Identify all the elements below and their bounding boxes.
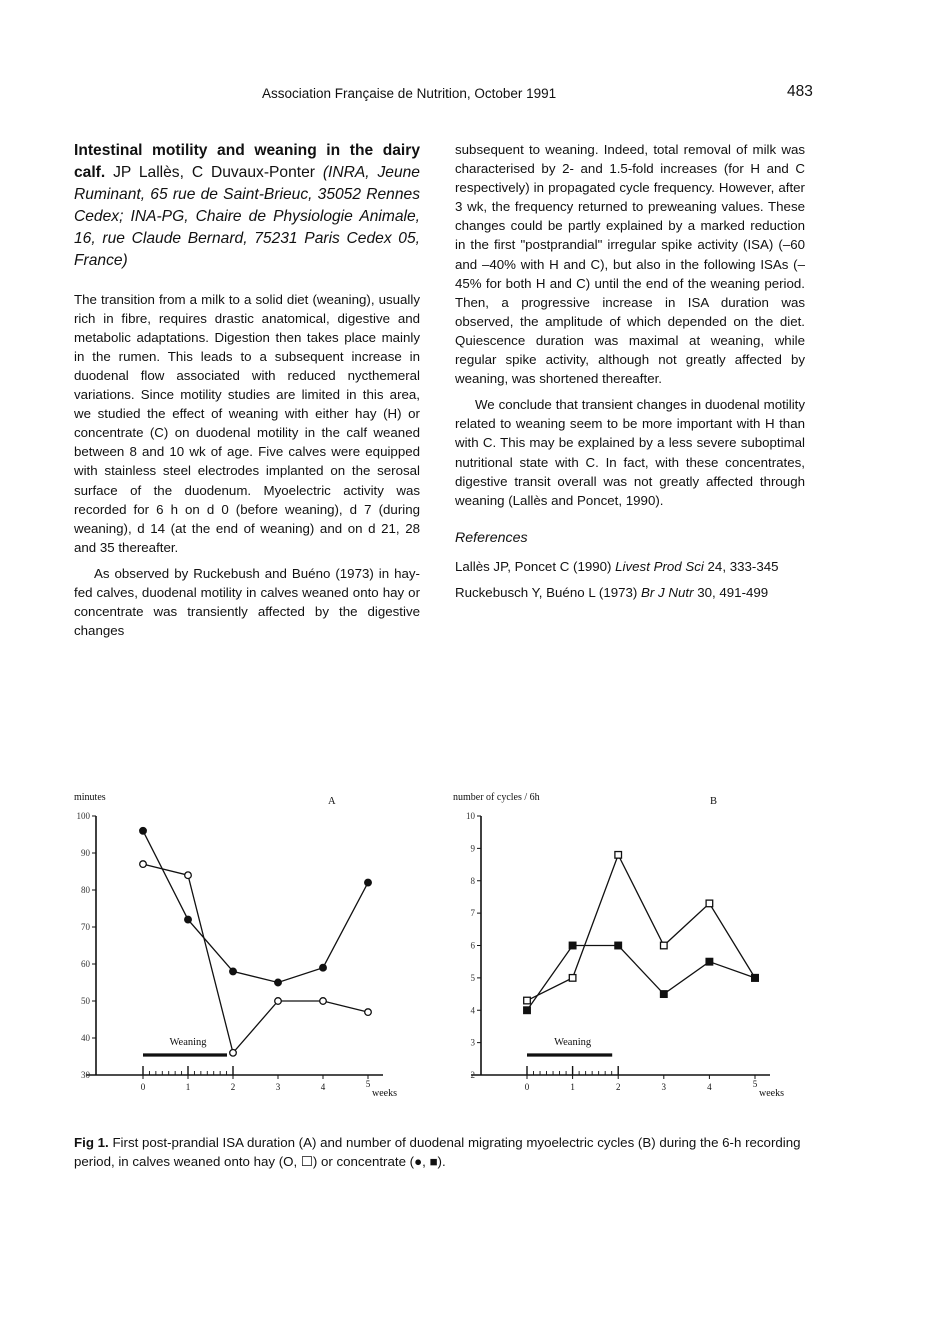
panel-a-y-tick-label: 30 bbox=[81, 1070, 90, 1080]
panel-a-y-tick-label: 50 bbox=[81, 996, 90, 1006]
panel-b-series-2-point bbox=[615, 942, 622, 949]
panel-b-series-1-line bbox=[527, 855, 755, 1001]
panel-a-x-tick-label: 3 bbox=[275, 1082, 281, 1092]
panel-a-y-tick-label: 100 bbox=[76, 811, 90, 821]
paragraph-2-end: subsequent to weaning. Indeed, total removal of milk was characterised by 2- and 1.5-fold increases (for H and C respectively) in propagated cycle frequency. However, after 3 wk, the frequency returned to preweaning values. These changes could be partly explained by a marked reduction in the first "postprandial" irregular spike activity (ISA) (–60 and –40% with H and C), but also in the following ISAs (–45% for both H and C) until the end of the weaning period. Then, a progressive increase in ISA duration was observed, the amplitude of which depended on the diet. Quiescence duration was maximal at weaning, while regular spike activity, although not greatly affected by weaning, was shortened thereafter. bbox=[455, 142, 805, 387]
panel-b-y-tick-label: 2 bbox=[470, 1070, 475, 1080]
paragraph-3: We conclude that transient changes in duodenal motility related to weaning seem to be more important with H than with C. This may be explained by a less severe suboptimal nutritional state with C. In fact, with these concentrates, digestive transit overall was not greatly affected through weaning (Lallès and Poncet, 1990). bbox=[455, 397, 805, 508]
caption-label: Fig 1. bbox=[74, 1135, 109, 1150]
panel-a-series-2-line bbox=[143, 831, 368, 983]
panel-a-y-tick-label: 90 bbox=[81, 848, 90, 858]
panel-b-series-2-point bbox=[569, 942, 576, 949]
panel-b-y-tick-label: 8 bbox=[470, 875, 475, 886]
title-block bbox=[74, 140, 420, 273]
left-column bbox=[74, 140, 420, 640]
panel-b-y-tick-label: 6 bbox=[470, 940, 475, 951]
panel-b-series-1-point bbox=[615, 852, 622, 859]
panel-b-y-tick-label: 7 bbox=[470, 908, 475, 919]
running-header: Association Française de Nutrition, October 1991 bbox=[262, 86, 557, 101]
panel-a-series-2-point bbox=[185, 916, 192, 923]
article-authors: JP Lallès, C Duvaux-Ponter bbox=[113, 164, 315, 182]
panel-a-y-tick-label: 70 bbox=[81, 922, 90, 932]
panel-b-y-tick-label: 4 bbox=[470, 1005, 475, 1016]
article-title: Intestinal motility and weaning in the dairy calf. bbox=[74, 142, 420, 182]
panel-a-panel-label: A bbox=[328, 796, 336, 807]
right-column bbox=[455, 140, 805, 609]
references-heading: References bbox=[455, 529, 528, 546]
panel-a-series-2-point bbox=[230, 968, 237, 975]
panel-a-x-tick-label: 2 bbox=[230, 1082, 236, 1092]
panel-a-y-tick-label: 60 bbox=[81, 959, 90, 969]
panel-b-weaning-label: Weaning bbox=[554, 1037, 592, 1048]
panel-a-series-2-point bbox=[365, 879, 372, 886]
panel-b-x-tick-label: 4 bbox=[707, 1082, 712, 1092]
panel-b-series-1-point bbox=[569, 975, 576, 982]
panel-a-x-axis-label: weeks bbox=[372, 1088, 397, 1099]
figure-caption bbox=[74, 1133, 814, 1171]
panel-b-y-tick-label: 9 bbox=[470, 843, 475, 854]
panel-a-y-axis-label: minutes bbox=[74, 792, 106, 803]
panel-a-series-2-point bbox=[140, 828, 147, 835]
panel-a-series-2-point bbox=[275, 979, 282, 986]
panel-b-y-tick-label: 10 bbox=[466, 811, 475, 821]
page-number: 483 bbox=[787, 83, 813, 100]
panel-b-y-axis-label: number of cycles / 6h bbox=[453, 792, 540, 803]
panel-a-series-1-point bbox=[365, 1009, 372, 1016]
paragraph-2-start: As observed by Ruckebush and Buéno (1973) in hay-fed calves, duodenal motility in calves weaned onto hay or concentrate was transiently affected by the digestive changes bbox=[74, 565, 420, 639]
panel-b-series-2-point bbox=[752, 975, 759, 982]
panel-b-series-2-point bbox=[524, 1007, 531, 1014]
panel-b-panel-label: B bbox=[710, 796, 718, 807]
panel-b-series-2-line bbox=[527, 946, 755, 1011]
figure-1 bbox=[40, 780, 840, 1115]
panel-a-y-tick-label: 40 bbox=[81, 1033, 90, 1043]
panel-a-x-tick-label: 1 bbox=[185, 1082, 191, 1092]
panel-a-series-1-point bbox=[320, 998, 327, 1005]
paragraph-1: The transition from a milk to a solid diet (weaning), usually rich in fibre, requires drastic anatomical, digestive and metabolic adaptations. Digestion then takes place mainly in the rumen. This leads to a subsequent increase in duodenal flow associated with reduced nycthemeral variations. Since motility studies are limited in this area, we studied the effect of weaning with either hay (H) or concentrate (C) on duodenal motility in the calf weaned between 8 and 10 wk of age. Five calves were equipped with stainless steel electrodes implanted on the serosal surface of the duodenum. Myoelectric activity was recorded for 6 h on d 0 (before weaning), d 7 (during weaning), d 14 (at the end of weaning) and on d 21, 28 and 35 thereafter. bbox=[74, 291, 420, 555]
panel-a-series-2-point bbox=[320, 964, 327, 971]
panel-a-x-tick-label: 0 bbox=[140, 1082, 146, 1092]
panel-a-y-tick-label: 80 bbox=[81, 885, 90, 895]
article-affiliation: (INRA, Jeune Ruminant, 65 rue de Saint-Brieuc, 35052 Rennes Cedex; INA-PG, Chaire de Physiologie Animale, 16, rue Claude Bernard, 75231 Paris Cedex 05, France) bbox=[74, 164, 420, 270]
reference-2: Ruckebusch Y, Buéno L (1973) Br J Nutr 30, 491-499 bbox=[455, 584, 769, 600]
figure-svg bbox=[40, 780, 840, 1110]
panel-a-x-tick-label: 5 bbox=[365, 1079, 371, 1089]
panel-a-series-1-line bbox=[143, 864, 368, 1053]
reference-1: Lallès JP, Poncet C (1990) Livest Prod Sci 24, 333-345 bbox=[455, 558, 779, 574]
panel-b-series-1-point bbox=[706, 900, 713, 907]
panel-b-y-tick-label: 5 bbox=[470, 972, 475, 983]
panel-b-x-tick-label: 3 bbox=[661, 1082, 667, 1092]
panel-b-series-2-point bbox=[661, 991, 668, 998]
panel-a-weaning-label: Weaning bbox=[169, 1037, 207, 1048]
panel-b-y-tick-label: 3 bbox=[470, 1037, 475, 1048]
panel-a-x-tick-label: 4 bbox=[320, 1082, 326, 1092]
caption-text: First post-prandial ISA duration (A) and number of duodenal migrating myoelectric cycles (B) during the 6-h recording period, in calves weaned onto hay (O, ☐) or concentrate (●, ■). bbox=[74, 1135, 801, 1169]
panel-b-x-tick-label: 1 bbox=[570, 1082, 575, 1092]
panel-b-x-tick-label: 5 bbox=[752, 1079, 758, 1089]
panel-a-series-1-point bbox=[140, 861, 147, 868]
panel-b-series-1-point bbox=[524, 997, 531, 1004]
panel-a-series-1-point bbox=[275, 998, 282, 1005]
panel-a-series-1-point bbox=[230, 1050, 237, 1057]
panel-a-series-1-point bbox=[185, 872, 192, 879]
panel-b-x-axis-label: weeks bbox=[759, 1088, 784, 1099]
panel-b-x-tick-label: 2 bbox=[615, 1082, 621, 1092]
panel-b-x-tick-label: 0 bbox=[524, 1082, 530, 1092]
panel-b-series-1-point bbox=[661, 942, 668, 949]
panel-b-series-2-point bbox=[706, 958, 713, 965]
